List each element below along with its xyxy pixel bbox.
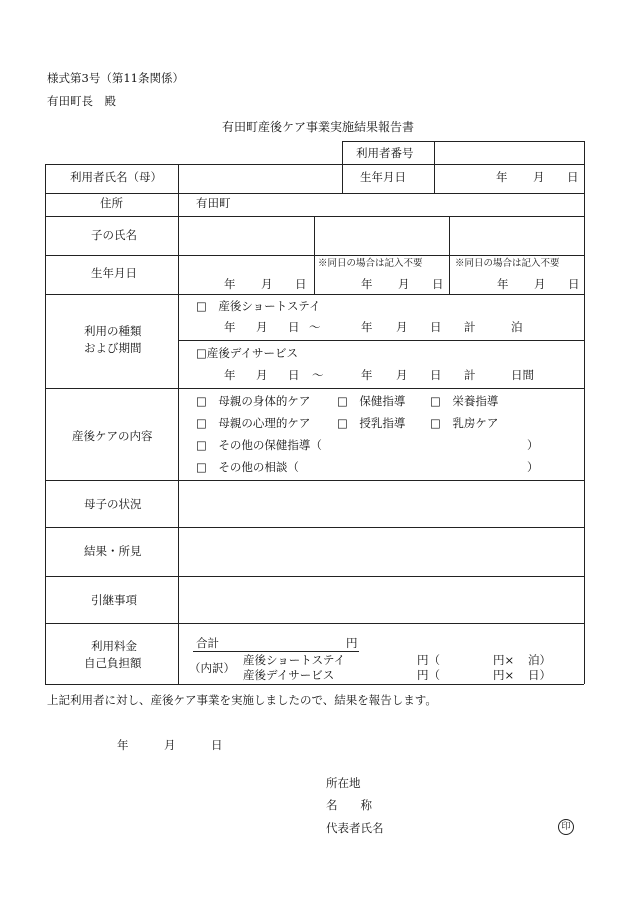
user-name-label: 利用者氏名（母）	[70, 170, 162, 184]
child1-birth-month: 月	[261, 277, 273, 291]
ds-days: 日間	[511, 368, 534, 382]
fee-total-underline	[193, 651, 359, 652]
ss-nights: 泊	[511, 320, 523, 334]
fee-total-yen: 円	[346, 636, 358, 650]
care-content-label: 産後ケアの内容	[72, 429, 153, 443]
facility-name-label: 名 称	[326, 798, 372, 812]
child2-note: ※同日の場合は記入不要	[318, 258, 423, 269]
child3-birth-month: 月	[534, 277, 546, 291]
address-label: 住所	[100, 196, 123, 210]
form-number: 様式第3号（第11条関係）	[47, 71, 184, 85]
ss-total: 計	[464, 320, 476, 334]
report-statement: 上記利用者に対し、産後ケア事業を実施しましたので、結果を報告します。	[47, 693, 437, 707]
care-other-consultation-close: ）	[527, 460, 539, 474]
child-name-label: 子の氏名	[91, 228, 137, 242]
fee-breakdown-label: （内訳）	[189, 661, 235, 675]
fee-ds-days: 日）	[528, 668, 551, 682]
care-health-guidance-checkbox[interactable]: □ 保健指導	[337, 394, 406, 408]
ds-tilde: ～	[312, 368, 324, 382]
fee-ss-yen-times: 円×	[493, 653, 515, 667]
fee-ds-yen-times: 円×	[493, 668, 515, 682]
mother-child-status-field[interactable]	[180, 484, 580, 526]
report-day: 日	[211, 738, 223, 752]
fee-label-line1: 利用料金	[91, 639, 137, 653]
result-findings-label: 結果・所見	[84, 544, 142, 558]
fee-total-label: 合計	[196, 636, 219, 650]
ss-to-month: 月	[396, 320, 408, 334]
representative-label: 代表者氏名	[326, 821, 384, 835]
usage-label-line2: および期間	[84, 341, 142, 355]
day-service-checkbox[interactable]: □産後デイサービス	[196, 346, 299, 360]
handover-label: 引継事項	[91, 593, 137, 607]
user-name-field[interactable]	[180, 166, 340, 192]
user-number-label: 利用者番号	[356, 146, 414, 160]
seal-icon: 印	[558, 819, 574, 835]
fee-short-stay-label: 産後ショートステイ	[243, 653, 346, 667]
report-month: 月	[164, 738, 176, 752]
care-breastfeeding-checkbox[interactable]: □ 授乳指導	[337, 416, 406, 430]
short-stay-checkbox[interactable]: □ 産後ショートステイ	[196, 299, 321, 313]
user-number-field[interactable]	[435, 143, 583, 165]
ss-tilde: ～	[309, 320, 321, 334]
ss-from-year: 年	[224, 320, 236, 334]
care-psychological-checkbox[interactable]: □ 母親の心理的ケア	[196, 416, 311, 430]
care-other-consultation-checkbox[interactable]: □ その他の相談（	[196, 460, 299, 474]
child2-birth-day: 日	[432, 277, 444, 291]
address-value[interactable]: 有田町	[196, 196, 231, 210]
report-year: 年	[117, 738, 129, 752]
usage-label-line1: 利用の種類	[84, 324, 142, 338]
care-nutrition-checkbox[interactable]: □ 栄養指導	[430, 394, 499, 408]
handover-field[interactable]	[180, 579, 580, 621]
child2-birth-month: 月	[398, 277, 410, 291]
care-other-guidance-checkbox[interactable]: □ その他の保健指導（	[196, 438, 322, 452]
ds-from-day: 日	[288, 368, 300, 382]
fee-day-service-label: 産後デイサービス	[243, 668, 335, 682]
child3-birth-year: 年	[497, 277, 509, 291]
user-birth-day: 日	[567, 170, 579, 184]
ds-to-day: 日	[430, 368, 442, 382]
fee-ss-yen-open: 円（	[417, 653, 440, 667]
user-birth-month: 月	[533, 170, 545, 184]
ss-to-year: 年	[361, 320, 373, 334]
ds-to-year: 年	[361, 368, 373, 382]
ds-to-month: 月	[396, 368, 408, 382]
result-findings-field[interactable]	[180, 530, 580, 574]
care-physical-checkbox[interactable]: □ 母親の身体的ケア	[196, 394, 311, 408]
child2-birth-year: 年	[361, 277, 373, 291]
ss-from-day: 日	[288, 320, 300, 334]
ds-total: 計	[464, 368, 476, 382]
child-birthdate-label: 生年月日	[91, 266, 137, 280]
child3-birth-day: 日	[568, 277, 580, 291]
care-other-guidance-close: ）	[527, 438, 539, 452]
child3-note: ※同日の場合は記入不要	[455, 258, 560, 269]
ss-to-day: 日	[430, 320, 442, 334]
mother-child-status-label: 母子の状況	[84, 497, 142, 511]
fee-label-line2: 自己負担額	[84, 656, 142, 670]
child1-birth-day: 日	[295, 277, 307, 291]
location-label: 所在地	[326, 776, 361, 790]
child1-birth-year: 年	[224, 277, 236, 291]
ss-from-month: 月	[256, 320, 268, 334]
user-birthdate-label: 生年月日	[360, 170, 406, 184]
user-birth-year: 年	[496, 170, 508, 184]
care-breast-care-checkbox[interactable]: □ 乳房ケア	[430, 416, 499, 430]
page-title: 有田町産後ケア事業実施結果報告書	[222, 120, 415, 134]
fee-ss-nights: 泊）	[528, 653, 551, 667]
fee-ds-yen-open: 円（	[417, 668, 440, 682]
addressee: 有田町長 殿	[47, 94, 116, 108]
ds-from-month: 月	[256, 368, 268, 382]
ds-from-year: 年	[224, 368, 236, 382]
